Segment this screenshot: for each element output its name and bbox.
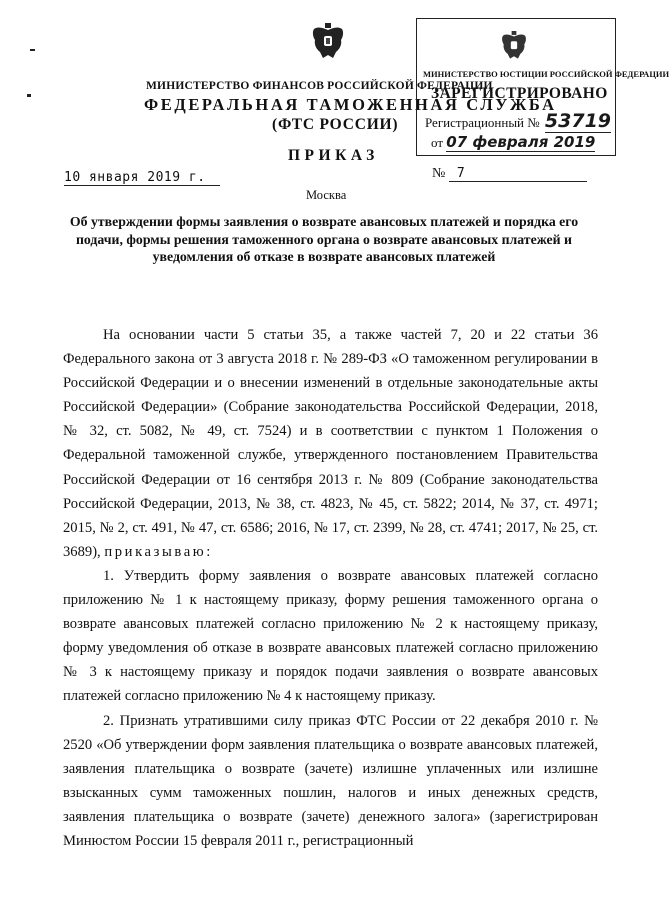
intro-paragraph bbox=[63, 323, 598, 564]
intro-text: На основании части 5 статьи 35, а также частей 7, 20 и 22 статьи 36 Федерального закона от 3 августа 2018 г. № 289-ФЗ «О таможенном регулировании в Российской Федерации и о внесении изменений в отдельные законодательные акты Российской Федерации» (Собрание законодательства Российской Федерации, 2018, № 32, ст. 5082, № 49, ст. 7524) и в соответствии с пунктом 1 Положения о Федеральной таможенной службе, утвержденного постановлением Правительства Российской Федерации от 16 сентября 2013 г. № 809 (Собрание законодательства Российской Федерации, 2013, № 38, ст. 4823, № 45, ст. 5822; 2014, № 37, ст. 4971; 2015, № 2, ст. 491, № 47, ст. 6586; 2016, № 17, ст. 2399, № 28, ст. 4741; 2017, № 25, ст. 3689), bbox=[63, 327, 598, 560]
stamp-date: 07 февраля 2019 bbox=[446, 133, 596, 151]
service-abbreviation: (ФТС РОССИИ) bbox=[272, 116, 399, 133]
order-city: Москва bbox=[306, 188, 347, 202]
item-1-paragraph: 1. Утвердить форму заявления о возврате авансовых платежей согласно приложению № 1 к настоящему приказу, форму решения таможенного органа о возврате авансовых платежей согласно приложению № 2 к настоящему приказу, форму уведомления об отказе в возврате авансовых платежей согласно приложению № 3 к настоящему приказу и порядок подачи заявления о возврате авансовых платежей согласно приложению № 4 к настоящему приказу. bbox=[63, 567, 598, 705]
order-number: 7 bbox=[449, 166, 587, 182]
stamp-ministry: МИНИСТЕРСТВО ЮСТИЦИИ РОССИЙСКОЙ ФЕДЕРАЦИИ bbox=[423, 69, 669, 79]
item-2-paragraph: 2. Признать утратившими силу приказ ФТС России от 22 декабря 2010 г. № 2520 «Об утверждении форм заявления плательщика о возврате авансовых платежей, заявления плательщика о возврате (зачете) излишне уплаченных или излишне взысканных сумм таможенных пошлин, налогов и иных денежных средств, заявления плательщика о возврате (зачете) денежного залога» (зарегистрирован Минюстом России 15 февраля 2011 г., регистрационный bbox=[63, 712, 598, 849]
service-name: ФЕДЕРАЛЬНАЯ ТАМОЖЕННАЯ СЛУЖБА bbox=[144, 95, 557, 114]
stamp-reg-number-row bbox=[425, 110, 611, 133]
document-body bbox=[63, 323, 598, 853]
double-headed-eagle-emblem-icon bbox=[499, 29, 529, 63]
intro-order-word: приказываю: bbox=[104, 543, 213, 560]
scan-mark bbox=[30, 49, 35, 51]
document-type: ПРИКАЗ bbox=[288, 147, 379, 164]
double-headed-eagle-emblem-icon bbox=[309, 22, 347, 62]
registration-stamp bbox=[416, 18, 669, 156]
stamp-reg-label: Регистрационный № bbox=[425, 115, 540, 130]
stamp-date-row bbox=[431, 133, 595, 152]
order-number-row bbox=[432, 166, 587, 182]
scan-mark bbox=[27, 94, 31, 97]
ministry-name: МИНИСТЕРСТВО ФИНАНСОВ РОССИЙСКОЙ ФЕДЕРАЦИИ bbox=[146, 80, 493, 92]
order-number-label: № bbox=[432, 166, 446, 181]
stamp-date-label: от bbox=[431, 135, 444, 150]
order-date: 10 января 2019 г. bbox=[64, 170, 220, 186]
stamp-registered: ЗАРЕГИСТРИРОВАНО bbox=[431, 85, 608, 102]
document-title: Об утверждении формы заявления о возврате авансовых платежей и порядка его подачи, формы решения таможенного органа о возврате авансовых платежей и уведомления об отказе в возврате авансовых платежей bbox=[69, 214, 579, 265]
stamp-reg-number: 53719 bbox=[544, 110, 612, 132]
